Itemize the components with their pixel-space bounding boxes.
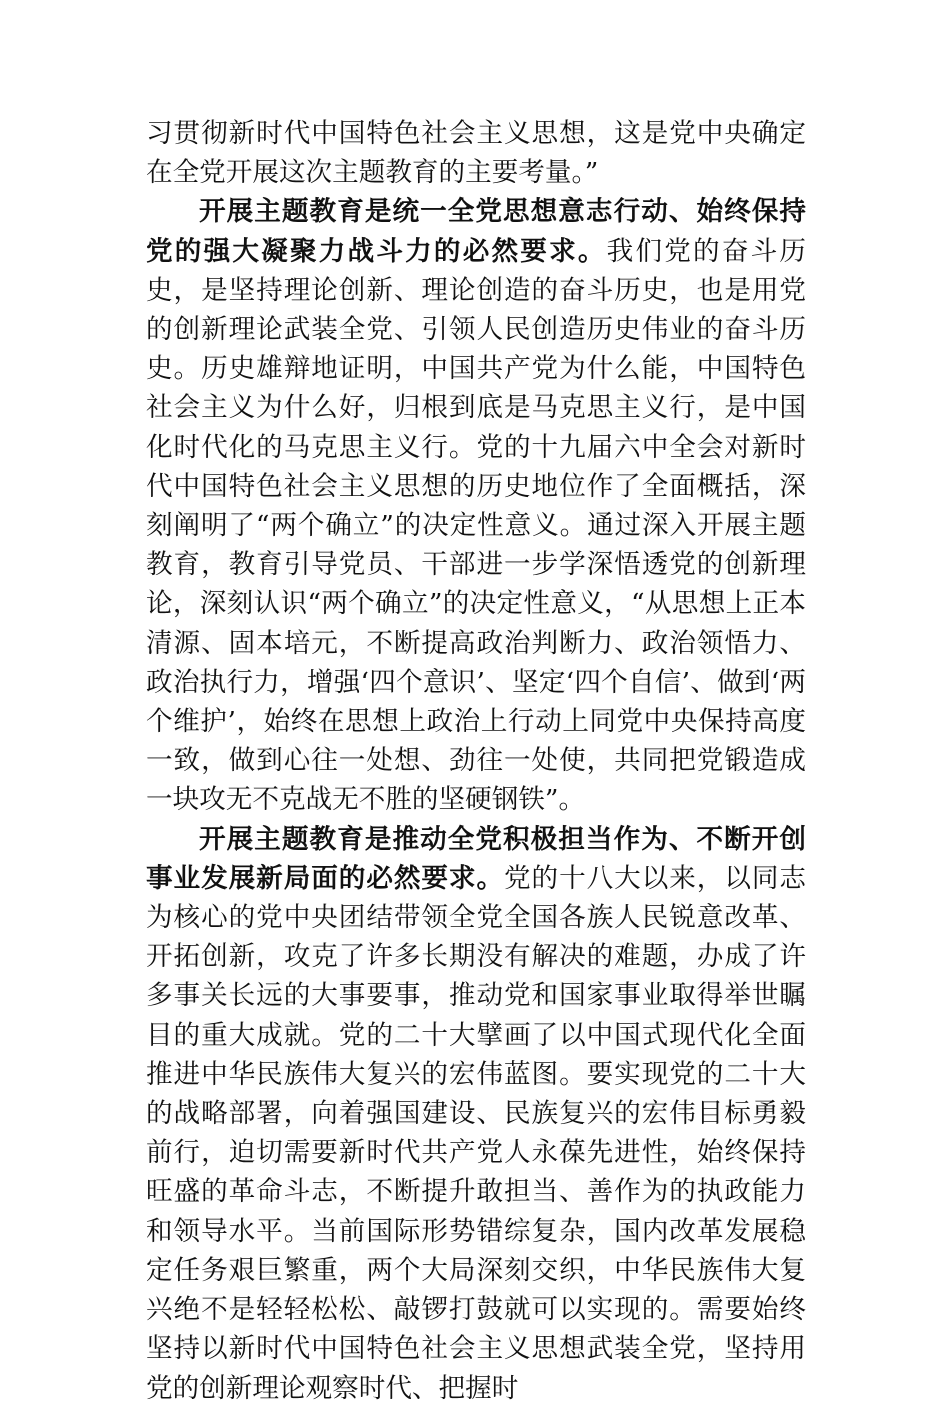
paragraph-unity-requirement — [146, 192, 806, 819]
paragraph-text: 习贯彻新时代中国特色社会主义思想，这是党中央确定在全党开展这次主题教育的主要考量。” — [146, 118, 806, 189]
paragraph-text: 党的十八大以来，以同志为核心的党中央团结带领全党全国各族人民锐意改革、开拓创新，攻克了许多长期没有解决的难题，办成了许多事关长远的大事要事，推动党和国家事业取得举世瞩目的重大成就。党的二十大擘画了以中国式现代化全面推进中华民族伟大复兴的宏伟蓝图。要实现党的二十大的战略部署，向着强国建设、民族复兴的宏伟目标勇毅前行，迫切需要新时代共产党人永葆先进性，始终保持旺盛的革命斗志，不断提升敢担当、善作为的执政能力和领导水平。当前国际形势错综复杂，国内改革发展稳定任务艰巨繁重，两个大局深刻交织，中华民族伟大复兴绝不是轻轻松松、敲锣打鼓就可以实现的。需要始终坚持以新时代中国特色社会主义思想武装全党，坚持用党的创新理论观察时代、把握时 — [146, 862, 807, 1404]
document-body — [146, 114, 806, 1408]
paragraph-continuation — [146, 114, 806, 192]
paragraph-lead-heading: 开展主题教育是推动全党积极担当作为、不断开创事业发展新局面的必然要求。 — [146, 823, 806, 894]
paragraph-action-requirement — [146, 820, 806, 1408]
paragraph-lead-heading: 开展主题教育是统一全党思想意志行动、始终保持党的强大凝聚力战斗力的必然要求。 — [146, 196, 806, 267]
paragraph-text: 我们党的奋斗历史，是坚持理论创新、理论创造的奋斗历史，也是用党的创新理论武装全党、引领人民创造历史伟业的奋斗历史。历史雄辩地证明，中国共产党为什么能，中国特色社会主义为什么好，归根到底是马克思主义行，是中国化时代化的马克思主义行。党的十九届六中全会对新时代中国特色社会主义思想的历史地位作了全面概括，深刻阐明了“两个确立”的决定性意义。通过深入开展主题教育，教育引导党员、干部进一步学深悟透党的创新理论，深刻认识“两个确立”的决定性意义，“从思想上正本清源、固本培元，不断提高政治判断力、政治领悟力、政治执行力，增强‘四个意识’、坚定‘四个自信’、做到‘两个维护’，始终在思想上政治上行动上同党中央保持高度一致，做到心往一处想、劲往一处使，共同把党锻造成一块攻无不克战无不胜的坚硬钢铁”。 — [146, 235, 807, 816]
